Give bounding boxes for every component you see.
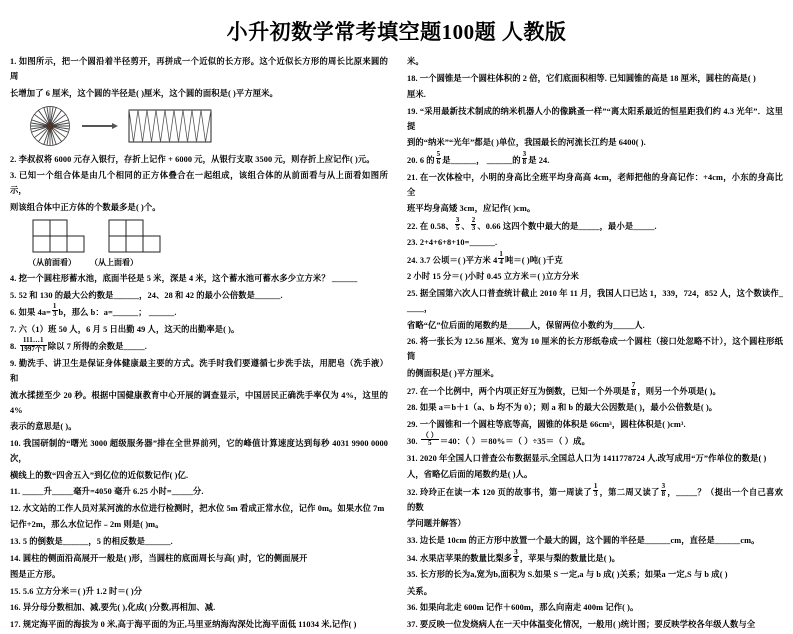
question-text-pre: 6 的 — [419, 155, 435, 165]
fraction-numerator: 7 — [631, 380, 636, 389]
question-item — [10, 584, 388, 599]
question-text: 2 小时 15 分＝( )小时 0.45 立方米＝( )立方分米 — [406, 272, 579, 282]
question-text: 据全国第六次人口普查统计截止 2010 年 11 月，我国人口已达 1，339，724，852 人，这个数读作_____， — [406, 288, 783, 314]
question-text-tail: ，苹果与梨的数量比是( )。 — [519, 553, 621, 563]
question-item — [407, 433, 783, 449]
front-view-caption: （从前面看） — [28, 258, 76, 268]
question-item — [10, 322, 388, 337]
question-text: 5.6 立方分米＝( )升 1.2 时＝( )分 — [22, 586, 143, 596]
fraction-numerator: 1 — [499, 249, 503, 258]
question-number: 32. — [406, 487, 418, 497]
question-text-pre: 玲玲正在读一本 120 页的故事书，第一周读了 — [420, 487, 592, 497]
question-item — [407, 152, 783, 168]
fraction-numerator: 111…1 — [20, 337, 47, 345]
question-item — [406, 481, 783, 515]
question-number: 33. — [406, 536, 418, 546]
question-item-continued — [10, 468, 388, 483]
question-text: 人，省略亿后面的尾数约是( )人。 — [406, 470, 533, 480]
question-number: 5. — [10, 290, 17, 300]
question-item — [407, 600, 783, 615]
right-column — [397, 54, 783, 634]
question-number: 36. — [406, 603, 418, 613]
question-number: 16. — [10, 603, 21, 613]
fraction-numerator: 1 — [52, 302, 57, 311]
question-number: 13. — [10, 536, 21, 546]
question-number: 15. — [10, 586, 21, 596]
question-number: 22. — [406, 221, 418, 231]
fraction-numerator: 2 — [471, 215, 476, 224]
question-number: 20. — [406, 155, 418, 165]
question-number: 12. — [10, 503, 21, 513]
question-text: 则该组合体中正方体的个数最多是( )个。 — [10, 203, 161, 213]
question-item — [10, 617, 388, 632]
fraction — [593, 483, 599, 498]
fraction-numerator: 3 — [522, 150, 527, 159]
question-text: “采用最新技术制成的纳米机器人小的像跳蚤一样”“离太阳系最近的恒星距我们约 4.3 光年”．这里提 — [406, 106, 783, 131]
question-text: 异分母分数相加、减,要先( ),化成( )分数,再相加、减. — [22, 603, 216, 613]
fraction-denominator: 1997个1 — [20, 344, 46, 353]
question-text: 52 和 130 的最大公约数是______，24、28 和 42 的最小公倍数是______. — [18, 290, 283, 300]
question-text: 边长是 10cm 的正方形中放置一个最大的圆，这个圆的半径是______cm，直径是______cm。 — [419, 536, 760, 546]
page-title: 小升初数学常考填空题100题 人教版 — [226, 20, 567, 44]
question-item — [10, 304, 388, 320]
question-number: 26. — [406, 337, 418, 347]
question-text: 2020 年全国人口普查公布数据显示,全国总人口为 1411778724 人.改写成用“万”作单位的数是( ) — [419, 453, 767, 463]
question-number: 11. — [10, 487, 21, 497]
question-number: 4. — [10, 274, 17, 284]
fraction-denominator: 8 — [522, 158, 527, 167]
question-number: 17. — [10, 619, 21, 629]
top-view-caption: （从上面看） — [90, 258, 138, 268]
question-number: 8. — [10, 342, 17, 352]
question-text: 长方形的长为a,宽为b,面积为 S.如果 S 一定,a 与 b 成( )关系；如果a 一定,S 与 b 成( ) — [419, 570, 728, 580]
question-number: 18. — [406, 73, 418, 83]
question-text: 要反映一位发烧病人在一天中体温变化情况，一般用( )统计图；要反映学校各年级人数与全 — [419, 619, 756, 629]
question-text: 水文站的工作人员对某河流的水位进行检测时，把水位 5m 看成正常水位，记作 0m。如果水位 7m — [22, 503, 385, 513]
circle-center — [46, 122, 54, 130]
solid-views-figure — [32, 219, 388, 255]
fraction — [436, 151, 442, 166]
fraction-denominator: 8 — [514, 555, 518, 564]
question-item-continued — [407, 584, 783, 599]
question-item — [10, 271, 388, 286]
question-item — [10, 168, 388, 198]
question-item — [406, 215, 783, 234]
right-arrow-icon — [82, 123, 118, 129]
question-item-continued — [407, 269, 783, 284]
question-text: 记作+2m，那么水位记作﹣2m 则是( )m。 — [10, 520, 164, 530]
fraction — [52, 303, 58, 318]
question-item — [407, 533, 783, 548]
fraction — [513, 549, 519, 564]
question-item — [10, 54, 388, 84]
question-text-tail: ＝40：（ ）＝80%＝（ ）÷35＝（ ）成。 — [439, 437, 590, 447]
question-item — [407, 170, 783, 200]
circle-to-rectangle-figure — [28, 104, 388, 148]
question-text-tail: ，_____？（提出一个自己喜欢的数 — [406, 487, 783, 512]
question-item — [10, 501, 388, 516]
question-item — [10, 152, 388, 167]
question-text: 到的“纳米”“光年”都是( )单位，我国最长的河流长江约是 6400( ). — [406, 138, 646, 148]
repeated-ones-notation — [20, 337, 47, 352]
question-number: 23. — [406, 238, 418, 248]
question-number: 34. — [406, 553, 418, 563]
question-number: 35. — [406, 570, 418, 580]
question-number: 3. — [10, 171, 17, 181]
question-item — [406, 380, 783, 399]
question-item — [407, 286, 783, 316]
question-item — [10, 484, 388, 499]
fraction-denominator: 8 — [661, 490, 666, 499]
question-number: 14. — [10, 553, 21, 563]
question-text-mid: 是______， ______的 — [442, 155, 521, 165]
question-text: 在一次体检中，小明的身高比全班平均身高高 4cm，老师把他的身高记作：+4cm，小东的身高比全 — [406, 172, 784, 197]
question-item — [407, 71, 783, 86]
fraction-2 — [471, 217, 477, 232]
question-text: 的侧面积是( )平方厘米。 — [406, 368, 499, 378]
fraction — [498, 251, 504, 266]
question-text: 李叔叔将 6000 元存入银行，存折上记作 + 6000 元，从银行支取 3500 元，则存折上应记作( )元。 — [18, 154, 375, 164]
fraction — [455, 217, 461, 232]
question-text: 米。 — [406, 57, 424, 66]
views-captions — [28, 257, 388, 268]
fraction-denominator: 4 — [499, 258, 503, 267]
question-text-pre: 如果 4a= — [18, 308, 51, 318]
question-item — [10, 356, 388, 386]
question-number: 6. — [10, 308, 17, 318]
question-item — [407, 417, 783, 432]
question-text: 将一张长为 12.56 厘米、宽为 10 厘米的长方形纸卷成一个圆柱（接口处忽略不计），这个圆柱形纸筒 — [406, 337, 783, 362]
question-number: 1. — [10, 57, 17, 66]
question-text-mid: 、 — [461, 221, 470, 231]
question-item — [407, 451, 783, 466]
question-item — [407, 104, 783, 134]
question-text: 勤洗手、讲卫生是保证身体健康最主要的方式。洗手时我们要遵循七步洗手法，用肥皂（洗手液）和 — [10, 358, 388, 383]
fraction-denominator: 6 — [436, 158, 441, 167]
question-text-pre: 水果店苹果的数量比梨多 — [419, 553, 513, 563]
question-text-tail: ，则另一个外项是( )。 — [637, 386, 721, 396]
fraction-numerator: 3 — [455, 215, 460, 224]
question-text: 规定海平面的海拔为 0 米,高于海平面的为正,马里亚纳海沟深处比海平面低 11034 米,记作( ) — [22, 619, 357, 629]
question-item-continued — [407, 516, 783, 531]
fraction-numerator: 3 — [514, 547, 518, 556]
question-item-continued — [407, 201, 783, 216]
question-text-tail: 是 24. — [528, 155, 550, 165]
question-number: 27. — [406, 386, 418, 396]
question-item — [407, 235, 783, 250]
question-number: 19. — [406, 106, 418, 116]
question-item-continued — [407, 366, 783, 381]
question-item — [10, 534, 388, 549]
question-number: 37. — [406, 619, 418, 629]
question-number: 29. — [406, 419, 418, 429]
question-item — [10, 288, 388, 303]
two-column-body — [10, 54, 783, 634]
question-item — [407, 400, 783, 415]
question-text: 一个圆锥和一个圆柱等底等高，圆锥的体积是 66cm³，圆柱体积是( )cm³. — [419, 419, 686, 429]
question-text: 如图所示，把一个圆沿着半径剪开，再拼成一个近似的长方形。这个近似长方形的周长比原来圆的周 — [10, 57, 388, 82]
question-number: 25. — [406, 288, 418, 298]
question-number: 2. — [10, 154, 17, 164]
fraction-denominator: 8 — [631, 388, 636, 397]
question-text: 一个圆锥是一个圆柱体积的 2 倍，它们底面积相等. 已知圆锥的高是 18 厘米，圆柱的高是( ) — [419, 73, 756, 83]
question-text-pre: 在 0.58、 — [419, 221, 454, 231]
question-item — [10, 338, 388, 354]
question-item-continued — [407, 467, 783, 482]
question-text: 横线上的数“四舍五入”到亿位的近似数记作( )亿. — [10, 470, 189, 480]
question-number: 21. — [406, 172, 418, 182]
question-text: 学问题并解答） — [406, 519, 466, 529]
question-text-pre: 3.7 公顷＝( )平方米 4 — [419, 255, 498, 265]
question-text: 六（1）班 50 人，6 月 5 日出勤 49 人，这天的出勤率是( )。 — [18, 324, 240, 334]
question-item-continued — [10, 567, 388, 582]
question-number: 9. — [10, 358, 17, 368]
question-text: 如果向北走 600m 记作＋600m，那么向南走 400m 记作( )。 — [419, 603, 639, 613]
question-text: 如果 a＝b＋1（a、b 均不为 0）；则 a 和 b 的最大公因数是( )，最小公倍数是( )。 — [419, 403, 718, 413]
question-item — [407, 567, 783, 582]
fraction-denominator: 3 — [471, 223, 476, 232]
circle-cut-into-sectors-icon — [28, 104, 72, 148]
front-view-shape-icon — [32, 219, 88, 255]
question-text-tail: 吨＝( )吨( )千克 — [505, 255, 563, 265]
question-text: 图是正方形。 — [10, 570, 61, 580]
question-item — [406, 547, 783, 566]
question-number: 30. — [406, 437, 418, 447]
question-text-post: 除以 7 所得的余数是_____. — [47, 342, 147, 352]
question-text: 已知一个组合体是由几个相同的正方体叠合在一起组成，该组合体的从前面看与从上面看如图所示， — [10, 171, 388, 196]
fraction-numerator: 5 — [436, 150, 441, 159]
question-number: 24. — [406, 255, 418, 265]
question-number: 7. — [10, 324, 17, 334]
question-text-pre: 在一个比例中，两个内项正好互为倒数，已知一个外项是 — [419, 386, 630, 396]
question-item-continued — [407, 135, 783, 150]
question-text: 圆柱的侧面沿高展开一般是( )形，当圆柱的底面周长与高( )时，它的侧面展开 — [22, 553, 308, 563]
fraction — [631, 382, 637, 397]
question-item — [10, 551, 388, 566]
question-text: 长增加了 6 厘米，这个圆的半径是( )厘米，这个圆的面积是( )平方厘米。 — [10, 88, 278, 98]
question-item-continued — [10, 517, 388, 532]
question-text: 流水揉搓至少 20 秒。根据中国健康教育中心开展的调查显示，中国居民正确洗手率仅为 4%，这里的 4% — [10, 390, 388, 415]
question-text-post: b，那么 b：a=______； ______. — [58, 308, 177, 318]
question-item — [10, 436, 388, 466]
question-text: 5 的倒数是______，5 的相反数是______. — [22, 536, 173, 546]
fraction-numerator: 1 — [593, 481, 598, 490]
fraction-denominator: 5 — [455, 223, 460, 232]
left-column — [10, 54, 396, 634]
question-item — [407, 617, 783, 632]
fraction-denominator: 3 — [52, 310, 57, 319]
question-item — [407, 334, 783, 364]
question-text: _____升_____毫升=4050 毫升 6.25 小时=_____分. — [22, 487, 204, 497]
rearranged-rectangle-from-sectors-icon — [128, 109, 212, 143]
question-item-continued — [10, 388, 388, 418]
question-number: 28. — [406, 403, 418, 413]
question-item-continued — [407, 54, 783, 69]
top-view-shape-icon — [108, 219, 164, 255]
question-item-continued — [10, 200, 388, 215]
question-text: 2+4+6+8+10=______. — [419, 238, 498, 248]
question-text: 省略“亿”位后面的尾数约是_____人，保留两位小数约为_____人. — [406, 320, 645, 330]
fraction-2 — [661, 483, 667, 498]
question-number: 31. — [406, 453, 418, 463]
question-text: 厘米. — [406, 90, 426, 100]
question-text-mid: ，第二周又读了 — [599, 487, 660, 497]
fraction-2 — [522, 151, 528, 166]
question-number: 10. — [10, 438, 21, 448]
question-item-continued — [407, 87, 783, 102]
fraction-denominator: 5 — [428, 439, 432, 448]
fraction-numerator: 3 — [661, 481, 666, 490]
question-text: 班平均身高矮 3cm，应记作( )cm。 — [406, 204, 536, 214]
fraction-numerator: （ ） — [421, 431, 438, 440]
question-text: 表示的意思是( )。 — [10, 422, 77, 432]
question-item — [10, 600, 388, 615]
question-text: 我国研制的“曙光 3000 超级服务器”排在全世界前列，它的峰值计算速度达到每秒 4031 9900 0000 次， — [10, 438, 388, 463]
fraction — [421, 432, 439, 447]
question-item — [406, 249, 783, 268]
question-text: 挖一个圆柱形蓄水池，底面半径是 5 米，深是 4 米，这个蓄水池可蓄水多少立方米？ ______ — [18, 274, 358, 284]
question-text: 关系。 — [406, 586, 433, 596]
question-item-continued — [10, 86, 388, 101]
question-item-continued — [10, 419, 388, 434]
question-item-continued — [407, 318, 783, 333]
fraction-denominator: 3 — [593, 490, 598, 499]
question-text-tail: 、0.66 这四个数中最大的是_____，最小是_____. — [477, 221, 657, 231]
